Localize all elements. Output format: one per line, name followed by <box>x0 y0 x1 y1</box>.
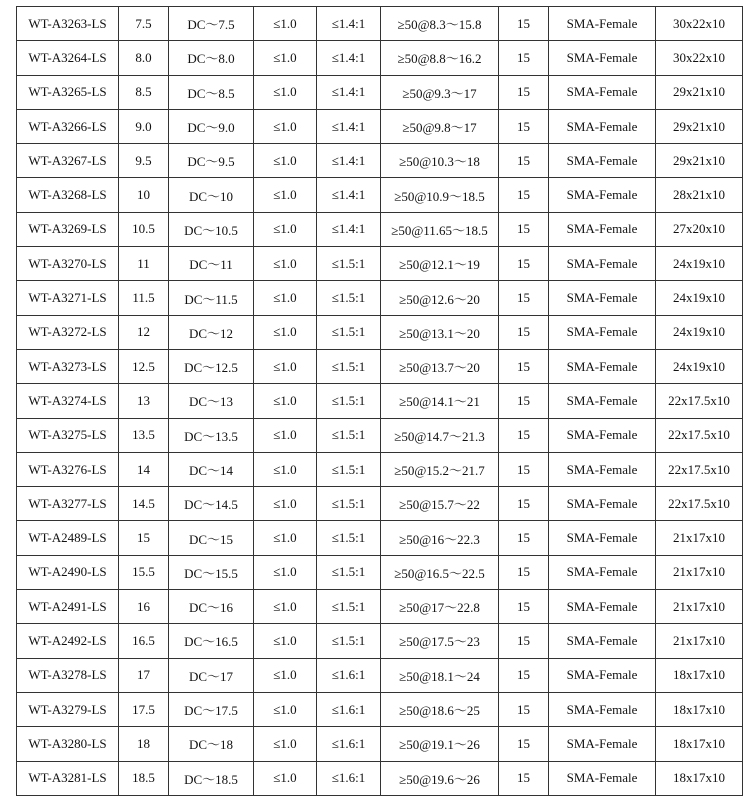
passband-cell: DC～10 <box>169 178 254 212</box>
rejection-cell: ≥50@14.1～21 <box>381 384 499 418</box>
model-cell: WT-A3272-LS <box>17 315 119 349</box>
model-cell: WT-A3269-LS <box>17 212 119 246</box>
rejection-cell: ≥50@18.6～25 <box>381 692 499 726</box>
cutoff-cell: 14.5 <box>119 487 169 521</box>
model-cell: WT-A2489-LS <box>17 521 119 555</box>
table-row <box>17 590 743 624</box>
vswr-cell: ≤1.5:1 <box>317 247 381 281</box>
vswr-cell: ≤1.4:1 <box>317 41 381 75</box>
rejection-cell: ≥50@11.65～18.5 <box>381 212 499 246</box>
cutoff-cell: 15 <box>119 521 169 555</box>
insertion-loss-cell: ≤1.0 <box>254 315 317 349</box>
connector-cell: SMA-Female <box>549 590 656 624</box>
rejection-cell: ≥50@15.2～21.7 <box>381 452 499 486</box>
cutoff-cell: 10.5 <box>119 212 169 246</box>
size-cell: 29x21x10 <box>656 144 743 178</box>
power-cell: 15 <box>499 590 549 624</box>
power-cell: 15 <box>499 487 549 521</box>
table-row <box>17 418 743 452</box>
power-cell: 15 <box>499 555 549 589</box>
size-cell: 21x17x10 <box>656 624 743 658</box>
passband-cell: DC～12.5 <box>169 349 254 383</box>
vswr-cell: ≤1.4:1 <box>317 178 381 212</box>
table-row <box>17 624 743 658</box>
connector-cell: SMA-Female <box>549 349 656 383</box>
rejection-cell: ≥50@17.5～23 <box>381 624 499 658</box>
power-cell: 15 <box>499 349 549 383</box>
cutoff-cell: 16.5 <box>119 624 169 658</box>
vswr-cell: ≤1.5:1 <box>317 349 381 383</box>
insertion-loss-cell: ≤1.0 <box>254 247 317 281</box>
insertion-loss-cell: ≤1.0 <box>254 7 317 41</box>
model-cell: WT-A3263-LS <box>17 7 119 41</box>
connector-cell: SMA-Female <box>549 247 656 281</box>
model-cell: WT-A3271-LS <box>17 281 119 315</box>
size-cell: 28x21x10 <box>656 178 743 212</box>
table-row <box>17 384 743 418</box>
size-cell: 18x17x10 <box>656 761 743 795</box>
insertion-loss-cell: ≤1.0 <box>254 624 317 658</box>
vswr-cell: ≤1.5:1 <box>317 555 381 589</box>
insertion-loss-cell: ≤1.0 <box>254 144 317 178</box>
connector-cell: SMA-Female <box>549 692 656 726</box>
cutoff-cell: 13 <box>119 384 169 418</box>
table-row <box>17 658 743 692</box>
rejection-cell: ≥50@19.6～26 <box>381 761 499 795</box>
rejection-cell: ≥50@19.1～26 <box>381 727 499 761</box>
model-cell: WT-A3264-LS <box>17 41 119 75</box>
power-cell: 15 <box>499 727 549 761</box>
connector-cell: SMA-Female <box>549 212 656 246</box>
rejection-cell: ≥50@12.6～20 <box>381 281 499 315</box>
table-row <box>17 7 743 41</box>
insertion-loss-cell: ≤1.0 <box>254 452 317 486</box>
size-cell: 29x21x10 <box>656 109 743 143</box>
vswr-cell: ≤1.4:1 <box>317 212 381 246</box>
table-row <box>17 144 743 178</box>
vswr-cell: ≤1.6:1 <box>317 658 381 692</box>
passband-cell: DC～15 <box>169 521 254 555</box>
table-row <box>17 727 743 761</box>
insertion-loss-cell: ≤1.0 <box>254 109 317 143</box>
rejection-cell: ≥50@17～22.8 <box>381 590 499 624</box>
model-cell: WT-A2491-LS <box>17 590 119 624</box>
size-cell: 24x19x10 <box>656 349 743 383</box>
passband-cell: DC～8.0 <box>169 41 254 75</box>
size-cell: 18x17x10 <box>656 692 743 726</box>
power-cell: 15 <box>499 144 549 178</box>
size-cell: 24x19x10 <box>656 315 743 349</box>
model-cell: WT-A3275-LS <box>17 418 119 452</box>
size-cell: 21x17x10 <box>656 590 743 624</box>
power-cell: 15 <box>499 212 549 246</box>
cutoff-cell: 8.0 <box>119 41 169 75</box>
cutoff-cell: 14 <box>119 452 169 486</box>
cutoff-cell: 10 <box>119 178 169 212</box>
model-cell: WT-A3266-LS <box>17 109 119 143</box>
passband-cell: DC～17 <box>169 658 254 692</box>
connector-cell: SMA-Female <box>549 178 656 212</box>
model-cell: WT-A3270-LS <box>17 247 119 281</box>
cutoff-cell: 7.5 <box>119 7 169 41</box>
passband-cell: DC～14.5 <box>169 487 254 521</box>
passband-cell: DC～18.5 <box>169 761 254 795</box>
table-row <box>17 178 743 212</box>
vswr-cell: ≤1.5:1 <box>317 281 381 315</box>
size-cell: 21x17x10 <box>656 555 743 589</box>
table-row <box>17 41 743 75</box>
passband-cell: DC～15.5 <box>169 555 254 589</box>
rejection-cell: ≥50@16.5～22.5 <box>381 555 499 589</box>
cutoff-cell: 9.0 <box>119 109 169 143</box>
vswr-cell: ≤1.6:1 <box>317 692 381 726</box>
insertion-loss-cell: ≤1.0 <box>254 178 317 212</box>
cutoff-cell: 15.5 <box>119 555 169 589</box>
cutoff-cell: 17 <box>119 658 169 692</box>
model-cell: WT-A2490-LS <box>17 555 119 589</box>
power-cell: 15 <box>499 315 549 349</box>
vswr-cell: ≤1.4:1 <box>317 144 381 178</box>
table-row <box>17 109 743 143</box>
table-row <box>17 281 743 315</box>
vswr-cell: ≤1.5:1 <box>317 521 381 555</box>
connector-cell: SMA-Female <box>549 727 656 761</box>
power-cell: 15 <box>499 75 549 109</box>
power-cell: 15 <box>499 281 549 315</box>
table-row <box>17 452 743 486</box>
connector-cell: SMA-Female <box>549 384 656 418</box>
table-row <box>17 692 743 726</box>
insertion-loss-cell: ≤1.0 <box>254 281 317 315</box>
connector-cell: SMA-Female <box>549 555 656 589</box>
passband-cell: DC～18 <box>169 727 254 761</box>
size-cell: 29x21x10 <box>656 75 743 109</box>
table-row <box>17 75 743 109</box>
cutoff-cell: 16 <box>119 590 169 624</box>
connector-cell: SMA-Female <box>549 658 656 692</box>
spec-table <box>16 6 743 796</box>
model-cell: WT-A3267-LS <box>17 144 119 178</box>
insertion-loss-cell: ≤1.0 <box>254 487 317 521</box>
model-cell: WT-A3265-LS <box>17 75 119 109</box>
passband-cell: DC～8.5 <box>169 75 254 109</box>
insertion-loss-cell: ≤1.0 <box>254 418 317 452</box>
insertion-loss-cell: ≤1.0 <box>254 349 317 383</box>
connector-cell: SMA-Female <box>549 144 656 178</box>
passband-cell: DC～9.0 <box>169 109 254 143</box>
size-cell: 18x17x10 <box>656 727 743 761</box>
connector-cell: SMA-Female <box>549 452 656 486</box>
power-cell: 15 <box>499 761 549 795</box>
power-cell: 15 <box>499 384 549 418</box>
size-cell: 30x22x10 <box>656 7 743 41</box>
insertion-loss-cell: ≤1.0 <box>254 555 317 589</box>
size-cell: 21x17x10 <box>656 521 743 555</box>
rejection-cell: ≥50@9.3～17 <box>381 75 499 109</box>
vswr-cell: ≤1.5:1 <box>317 487 381 521</box>
table-row <box>17 315 743 349</box>
connector-cell: SMA-Female <box>549 761 656 795</box>
model-cell: WT-A3277-LS <box>17 487 119 521</box>
size-cell: 22x17.5x10 <box>656 384 743 418</box>
table-row <box>17 521 743 555</box>
cutoff-cell: 13.5 <box>119 418 169 452</box>
connector-cell: SMA-Female <box>549 75 656 109</box>
size-cell: 27x20x10 <box>656 212 743 246</box>
insertion-loss-cell: ≤1.0 <box>254 521 317 555</box>
rejection-cell: ≥50@15.7～22 <box>381 487 499 521</box>
size-cell: 22x17.5x10 <box>656 452 743 486</box>
model-cell: WT-A2492-LS <box>17 624 119 658</box>
connector-cell: SMA-Female <box>549 41 656 75</box>
cutoff-cell: 18.5 <box>119 761 169 795</box>
cutoff-cell: 11 <box>119 247 169 281</box>
table-row <box>17 247 743 281</box>
passband-cell: DC～7.5 <box>169 7 254 41</box>
vswr-cell: ≤1.4:1 <box>317 7 381 41</box>
size-cell: 18x17x10 <box>656 658 743 692</box>
insertion-loss-cell: ≤1.0 <box>254 727 317 761</box>
power-cell: 15 <box>499 7 549 41</box>
power-cell: 15 <box>499 418 549 452</box>
cutoff-cell: 8.5 <box>119 75 169 109</box>
insertion-loss-cell: ≤1.0 <box>254 41 317 75</box>
model-cell: WT-A3276-LS <box>17 452 119 486</box>
connector-cell: SMA-Female <box>549 281 656 315</box>
size-cell: 24x19x10 <box>656 281 743 315</box>
connector-cell: SMA-Female <box>549 521 656 555</box>
power-cell: 15 <box>499 624 549 658</box>
connector-cell: SMA-Female <box>549 487 656 521</box>
table-row <box>17 487 743 521</box>
insertion-loss-cell: ≤1.0 <box>254 761 317 795</box>
rejection-cell: ≥50@8.8～16.2 <box>381 41 499 75</box>
rejection-cell: ≥50@13.1～20 <box>381 315 499 349</box>
table-row <box>17 349 743 383</box>
table-row <box>17 212 743 246</box>
passband-cell: DC～11 <box>169 247 254 281</box>
rejection-cell: ≥50@12.1～19 <box>381 247 499 281</box>
power-cell: 15 <box>499 247 549 281</box>
power-cell: 15 <box>499 178 549 212</box>
cutoff-cell: 11.5 <box>119 281 169 315</box>
model-cell: WT-A3278-LS <box>17 658 119 692</box>
model-cell: WT-A3281-LS <box>17 761 119 795</box>
connector-cell: SMA-Female <box>549 418 656 452</box>
model-cell: WT-A3268-LS <box>17 178 119 212</box>
vswr-cell: ≤1.5:1 <box>317 315 381 349</box>
size-cell: 22x17.5x10 <box>656 418 743 452</box>
passband-cell: DC～14 <box>169 452 254 486</box>
passband-cell: DC～11.5 <box>169 281 254 315</box>
cutoff-cell: 9.5 <box>119 144 169 178</box>
insertion-loss-cell: ≤1.0 <box>254 212 317 246</box>
table-row <box>17 761 743 795</box>
cutoff-cell: 17.5 <box>119 692 169 726</box>
rejection-cell: ≥50@10.3～18 <box>381 144 499 178</box>
connector-cell: SMA-Female <box>549 109 656 143</box>
vswr-cell: ≤1.5:1 <box>317 418 381 452</box>
insertion-loss-cell: ≤1.0 <box>254 384 317 418</box>
passband-cell: DC～9.5 <box>169 144 254 178</box>
vswr-cell: ≤1.4:1 <box>317 75 381 109</box>
connector-cell: SMA-Female <box>549 315 656 349</box>
insertion-loss-cell: ≤1.0 <box>254 692 317 726</box>
model-cell: WT-A3274-LS <box>17 384 119 418</box>
model-cell: WT-A3273-LS <box>17 349 119 383</box>
vswr-cell: ≤1.6:1 <box>317 761 381 795</box>
insertion-loss-cell: ≤1.0 <box>254 75 317 109</box>
passband-cell: DC～17.5 <box>169 692 254 726</box>
rejection-cell: ≥50@9.8～17 <box>381 109 499 143</box>
size-cell: 30x22x10 <box>656 41 743 75</box>
cutoff-cell: 12 <box>119 315 169 349</box>
connector-cell: SMA-Female <box>549 7 656 41</box>
passband-cell: DC～12 <box>169 315 254 349</box>
rejection-cell: ≥50@8.3～15.8 <box>381 7 499 41</box>
cutoff-cell: 12.5 <box>119 349 169 383</box>
power-cell: 15 <box>499 521 549 555</box>
vswr-cell: ≤1.5:1 <box>317 590 381 624</box>
size-cell: 24x19x10 <box>656 247 743 281</box>
power-cell: 15 <box>499 692 549 726</box>
insertion-loss-cell: ≤1.0 <box>254 590 317 624</box>
vswr-cell: ≤1.5:1 <box>317 452 381 486</box>
vswr-cell: ≤1.5:1 <box>317 384 381 418</box>
rejection-cell: ≥50@16～22.3 <box>381 521 499 555</box>
power-cell: 15 <box>499 452 549 486</box>
passband-cell: DC～16.5 <box>169 624 254 658</box>
vswr-cell: ≤1.4:1 <box>317 109 381 143</box>
model-cell: WT-A3279-LS <box>17 692 119 726</box>
insertion-loss-cell: ≤1.0 <box>254 658 317 692</box>
vswr-cell: ≤1.5:1 <box>317 624 381 658</box>
spec-table-body <box>17 7 743 796</box>
passband-cell: DC～13 <box>169 384 254 418</box>
rejection-cell: ≥50@18.1～24 <box>381 658 499 692</box>
table-row <box>17 555 743 589</box>
model-cell: WT-A3280-LS <box>17 727 119 761</box>
rejection-cell: ≥50@10.9～18.5 <box>381 178 499 212</box>
power-cell: 15 <box>499 658 549 692</box>
rejection-cell: ≥50@13.7～20 <box>381 349 499 383</box>
rejection-cell: ≥50@14.7～21.3 <box>381 418 499 452</box>
size-cell: 22x17.5x10 <box>656 487 743 521</box>
vswr-cell: ≤1.6:1 <box>317 727 381 761</box>
passband-cell: DC～16 <box>169 590 254 624</box>
passband-cell: DC～10.5 <box>169 212 254 246</box>
power-cell: 15 <box>499 109 549 143</box>
cutoff-cell: 18 <box>119 727 169 761</box>
power-cell: 15 <box>499 41 549 75</box>
passband-cell: DC～13.5 <box>169 418 254 452</box>
connector-cell: SMA-Female <box>549 624 656 658</box>
